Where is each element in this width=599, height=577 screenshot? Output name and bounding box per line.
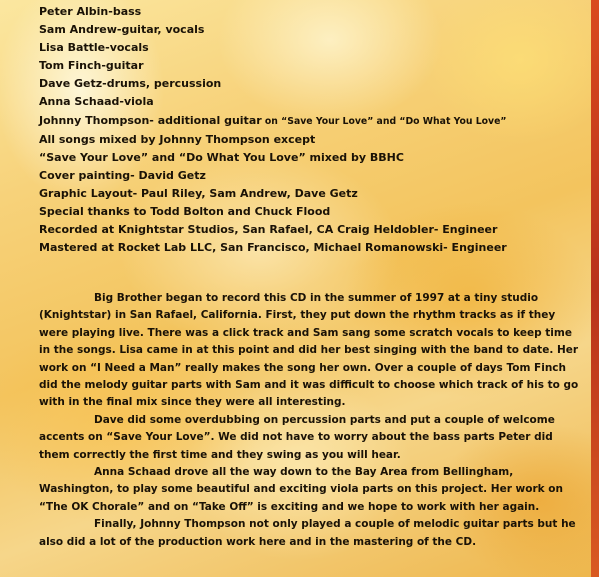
credit-text: Anna Schaad-viola [39, 95, 154, 109]
credit-text: Special thanks to Todd Bolton and Chuck Flood [39, 205, 331, 219]
credit-line [39, 239, 579, 257]
credit-line [39, 203, 579, 221]
credit-note: on “Save Your Love” and “Do What You Love” [261, 115, 507, 127]
credit-line [39, 185, 579, 203]
story-text [39, 290, 579, 551]
credit-line [39, 112, 579, 131]
credit-text: Dave Getz-drums, percussion [39, 77, 222, 91]
credit-text: “Save Your Love” and “Do What You Love” mixed by BBHC [39, 150, 404, 164]
credit-text: Mastered at Rocket Lab LLC, San Francisco, Michael Romanowski- Engineer [39, 241, 507, 255]
story-paragraph: Dave did some overdubbing on percussion parts and put a couple of welcome accents on “Save Your Love”. We did not have to worry about the bass parts Peter did them correctly the first time and they swing as you will hear. [39, 413, 555, 461]
story-paragraph: Big Brother began to record this CD in the summer of 1997 at a tiny studio (Knightstar) in San Rafael, California. First, they put down the rhythm tracks as if they were playing live. There was a click track and Sam sang some scratch vocals to keep time in the songs. Lisa came in at this point and did her best singing with the band to date. Her work on “I Need a Man” really makes the song her own. Over a couple of days Tom Finch did the melody guitar parts with Sam and it was difficult to choose which track of his to go with in the final mix since they were all interesting. [39, 292, 579, 409]
credit-text: Peter Albin-bass [39, 5, 142, 18]
credit-text: All songs mixed by Johnny Thompson except [39, 132, 316, 146]
story-paragraph: Anna Schaad drove all the way down to the Bay Area from Bellingham, Washington, to play some beautiful and exciting viola parts on this project. Her work on “The OK Chorale” and on “Take Off” is exciting and we hope to work with her again. [39, 466, 563, 513]
credit-line [39, 149, 579, 167]
credit-line [39, 21, 579, 39]
credit-line [39, 167, 579, 185]
credit-line [39, 221, 579, 239]
credit-text: Lisa Battle-vocals [39, 41, 149, 55]
edge-strip [591, 0, 599, 577]
credit-text: Sam Andrew-guitar, vocals [39, 23, 205, 37]
credit-line [39, 131, 579, 149]
credit-text: Recorded at Knightstar Studios, San Rafael, CA Craig Heldobler- Engineer [39, 223, 498, 237]
story-paragraph: Finally, Johnny Thompson not only played a couple of melodic guitar parts but he also did a lot of the production work here and in the mastering of the CD. [39, 518, 576, 548]
credit-line [39, 39, 579, 57]
credit-text: Tom Finch-guitar [39, 59, 144, 73]
credit-line [39, 57, 579, 75]
credit-line [39, 93, 579, 111]
credit-line [39, 75, 579, 93]
credits-list [39, 3, 579, 257]
credit-text: Johnny Thompson- additional guitar [39, 113, 262, 127]
credit-text: Graphic Layout- Paul Riley, Sam Andrew, Dave Getz [39, 186, 358, 200]
credit-text: Cover painting- David Getz [39, 168, 206, 182]
credit-line [39, 3, 579, 21]
